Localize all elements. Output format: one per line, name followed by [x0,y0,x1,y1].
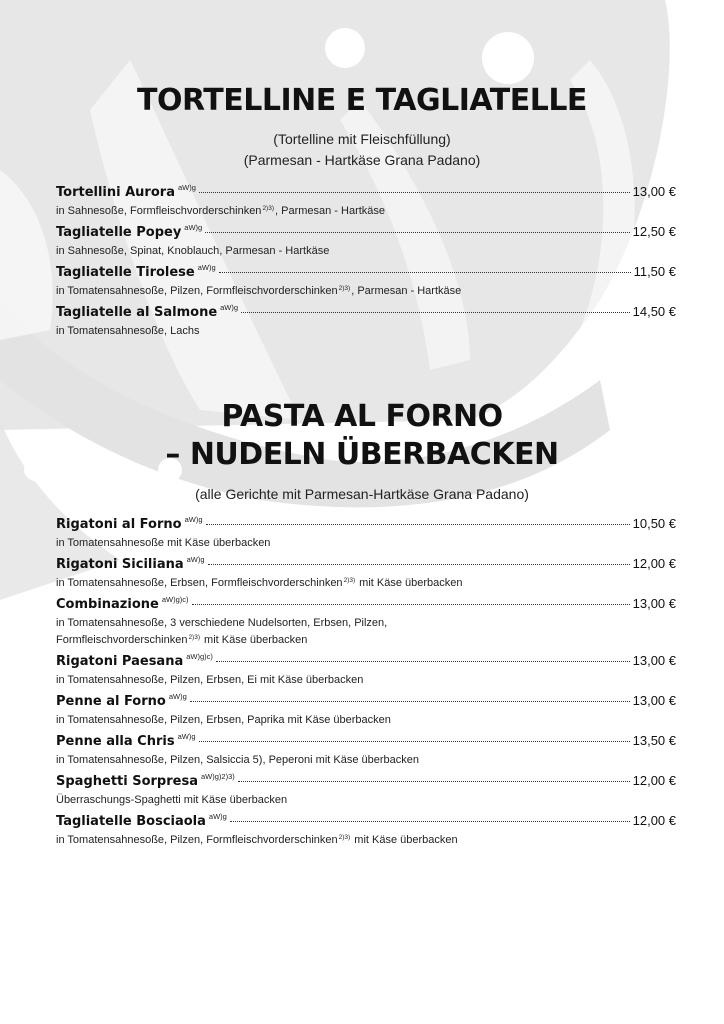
item-name: Rigatoni al Forno [56,517,182,532]
section-subtitle: (Tortelline mit Fleischfüllung) [273,131,451,147]
item-name: Rigatoni Siciliana [56,557,184,572]
dot-leader [205,232,629,233]
dot-leader [230,821,630,822]
item-price: 13,50 € [632,733,676,748]
item-name: Tagliatelle al Salmone [56,305,218,320]
item-name: Penne alla Chris [56,734,175,749]
dot-leader [190,701,630,702]
allergen-codes: aW)g [186,555,205,564]
item-name: Tortellini Aurora [56,185,175,200]
item-description: in Tomatensahnesoße, Erbsen, Formfleischvorderschinken$^{2)3)}$ mit Käse überbacken [56,577,463,589]
section-subtitle: (alle Gerichte mit Parmesan-Hartkäse Grana Padano) [195,486,529,502]
section-subtitle: (Parmesan - Hartkäse Grana Padano) [243,152,481,168]
allergen-codes: aW)g [220,303,239,312]
item-description: in Tomatensahnesoße, Pilzen, Formfleischvorderschinken$^{2)3)}$ mit Käse überbacken [56,834,458,846]
item-price: 13,00 € [632,653,676,668]
allergen-codes: aW)g [208,812,227,821]
additive-note: 2)3) [188,634,200,641]
dot-leader [216,661,630,662]
item-description: in Tomatensahnesoße, Pilzen, Erbsen, Ei mit Käse überbacken [56,674,364,686]
menu-item [56,264,676,301]
item-name: Tagliatelle Tirolese [56,265,195,280]
additive-note: 2)3) [262,205,274,212]
item-price: 11,50 € [633,264,676,279]
allergen-codes: aW)g [177,732,196,741]
item-name: Spaghetti Sorpresa [56,774,198,789]
dot-leader [206,524,630,525]
item-description: in Tomatensahnesoße, Pilzen, Erbsen, Paprika mit Käse überbacken [56,714,391,726]
allergen-codes: aW)g)c) [186,652,213,661]
item-price: 10,50 € [632,516,676,531]
dot-leader [208,564,630,565]
menu-item [56,813,676,850]
item-price: 13,00 € [632,184,676,199]
item-description: in Tomatensahnesoße, Lachs [56,325,200,337]
item-description: in Tomatensahnesoße, 3 verschiedene Nudelsorten, Erbsen, Pilzen, Formfleischvorderschinken$^{2)3)}$ mit Käse überbacken [56,617,388,646]
dot-leader [241,312,630,313]
allergen-codes: aW)g [184,223,203,232]
menu-item [56,556,676,593]
additive-note: 2)3) [338,834,351,841]
item-price: 13,00 € [632,596,676,611]
section-title: – NUDELN ÜBERBACKEN [165,437,559,472]
dot-leader [199,192,630,193]
menu-item [56,184,676,221]
menu-item [56,516,676,552]
menu-item [56,304,676,340]
item-description: in Tomatensahnesoße, Pilzen, Formfleischvorderschinken$^{2)3)}$, Parmesan - Hartkäse [56,285,462,297]
allergen-codes: aW)g)2)3) [200,772,235,781]
item-description: Überraschungs-Spaghetti mit Käse überbacken [56,794,288,806]
menu-item [56,733,676,769]
item-price: 12,00 € [632,813,676,828]
item-name: Tagliatelle Bosciaola [56,814,206,829]
item-price: 12,00 € [632,556,676,571]
item-name: Rigatoni Paesana [56,654,184,669]
allergen-codes: aW)g [197,263,216,272]
item-price: 14,50 € [632,304,676,319]
dot-leader [238,781,630,782]
dot-leader [192,604,630,605]
item-price: 12,00 € [632,773,676,788]
allergen-codes: aW)g [168,692,187,701]
item-name: Combinazione [56,597,159,612]
item-name: Penne al Forno [56,694,166,709]
menu-item [56,224,676,260]
allergen-codes: aW)g [177,183,196,192]
dot-leader [199,741,630,742]
additive-note: 2)3) [343,577,356,584]
item-price: 13,00 € [632,693,676,708]
item-description: in Sahnesoße, Spinat, Knoblauch, Parmesan - Hartkäse [56,245,330,257]
item-description: in Tomatensahnesoße mit Käse überbacken [56,537,271,549]
item-description: in Sahnesoße, Formfleischvorderschinken$^{2)3)}$, Parmesan - Hartkäse [56,205,386,217]
dot-leader [219,272,631,273]
section-title: TORTELLINE E TAGLIATELLE [137,83,587,118]
additive-note: 2)3) [338,285,351,292]
item-name: Tagliatelle Popey [56,225,182,240]
section-title: PASTA AL FORNO [221,399,503,434]
allergen-codes: aW)g [184,515,203,524]
item-price: 12,50 € [632,224,676,239]
menu-item [56,773,676,809]
item-description: in Tomatensahnesoße, Pilzen, Salsiccia 5), Peperoni mit Käse überbacken [56,754,419,766]
menu-item [56,596,676,650]
menu-item [56,693,676,729]
allergen-codes: aW)g)c) [161,595,189,604]
menu-item [56,653,676,689]
